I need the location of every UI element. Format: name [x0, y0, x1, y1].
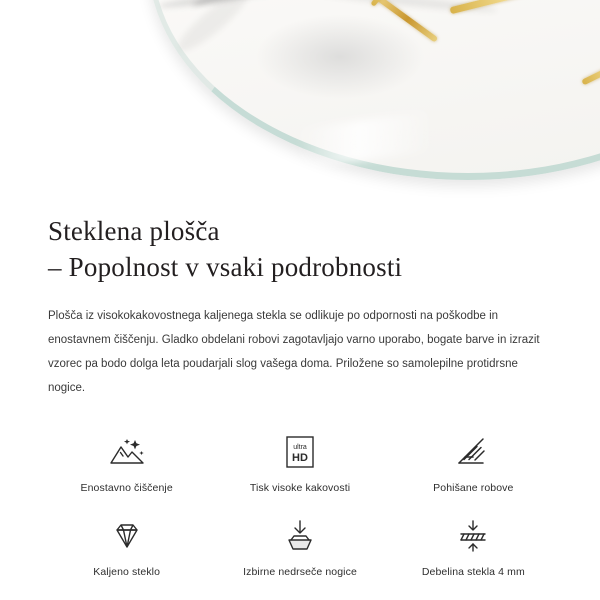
polished-edges-icon: [451, 430, 495, 474]
gold-vein: [581, 41, 600, 86]
feature-label: Tisk visoke kakovosti: [249, 482, 351, 495]
feature-item-ultra-hd-print: [213, 430, 386, 494]
anti-slip-feet-icon: [278, 514, 322, 558]
svg-text:ultra: ultra: [293, 444, 307, 452]
feature-grid: [0, 430, 600, 578]
glass-thickness-icon: [451, 514, 495, 558]
feature-item-polished-edges: [387, 430, 560, 494]
description-paragraph: Plošča iz visokokakovostnega kaljenega stekla se odlikuje po odpornosti na poškodbe in enostavnem čiščenju. Gladko obdelani robovi zagotavljajo varno uporabo, bogate barve in izrazit vzorec pa bodo dolga leta poudarjali slog vašega doma. Priložene so samolepilne protidrsne nogice.: [48, 309, 540, 395]
page-title: [48, 214, 552, 286]
feature-label: Kaljeno steklo: [93, 566, 161, 579]
text-content: [0, 200, 600, 400]
title-line-2: – Popolnost v vsaki podrobnosti: [48, 251, 403, 282]
ultra-hd-print-icon: [278, 430, 322, 474]
hero-image: [0, 0, 600, 200]
glass-plate-graphic: [148, 0, 600, 180]
feature-item-anti-slip-feet: [213, 514, 386, 578]
feature-label: Debelina stekla 4 mm: [421, 566, 525, 579]
feature-label: Pohišane robove: [433, 482, 514, 495]
feature-item-tempered-glass: [40, 514, 213, 578]
title-line-1: Steklena plošča: [48, 216, 220, 246]
gold-vein: [450, 0, 600, 14]
feature-item-easy-clean: [40, 430, 213, 494]
easy-clean-icon: [105, 430, 149, 474]
feature-label: Izbirne nedrseče nogice: [243, 566, 357, 579]
marble-wisp: [171, 0, 254, 58]
feature-item-glass-thickness: [387, 514, 560, 578]
tempered-glass-diamond-icon: [105, 514, 149, 558]
feature-label: Enostavno čiščenje: [80, 482, 173, 495]
svg-text:HD: HD: [292, 452, 308, 465]
